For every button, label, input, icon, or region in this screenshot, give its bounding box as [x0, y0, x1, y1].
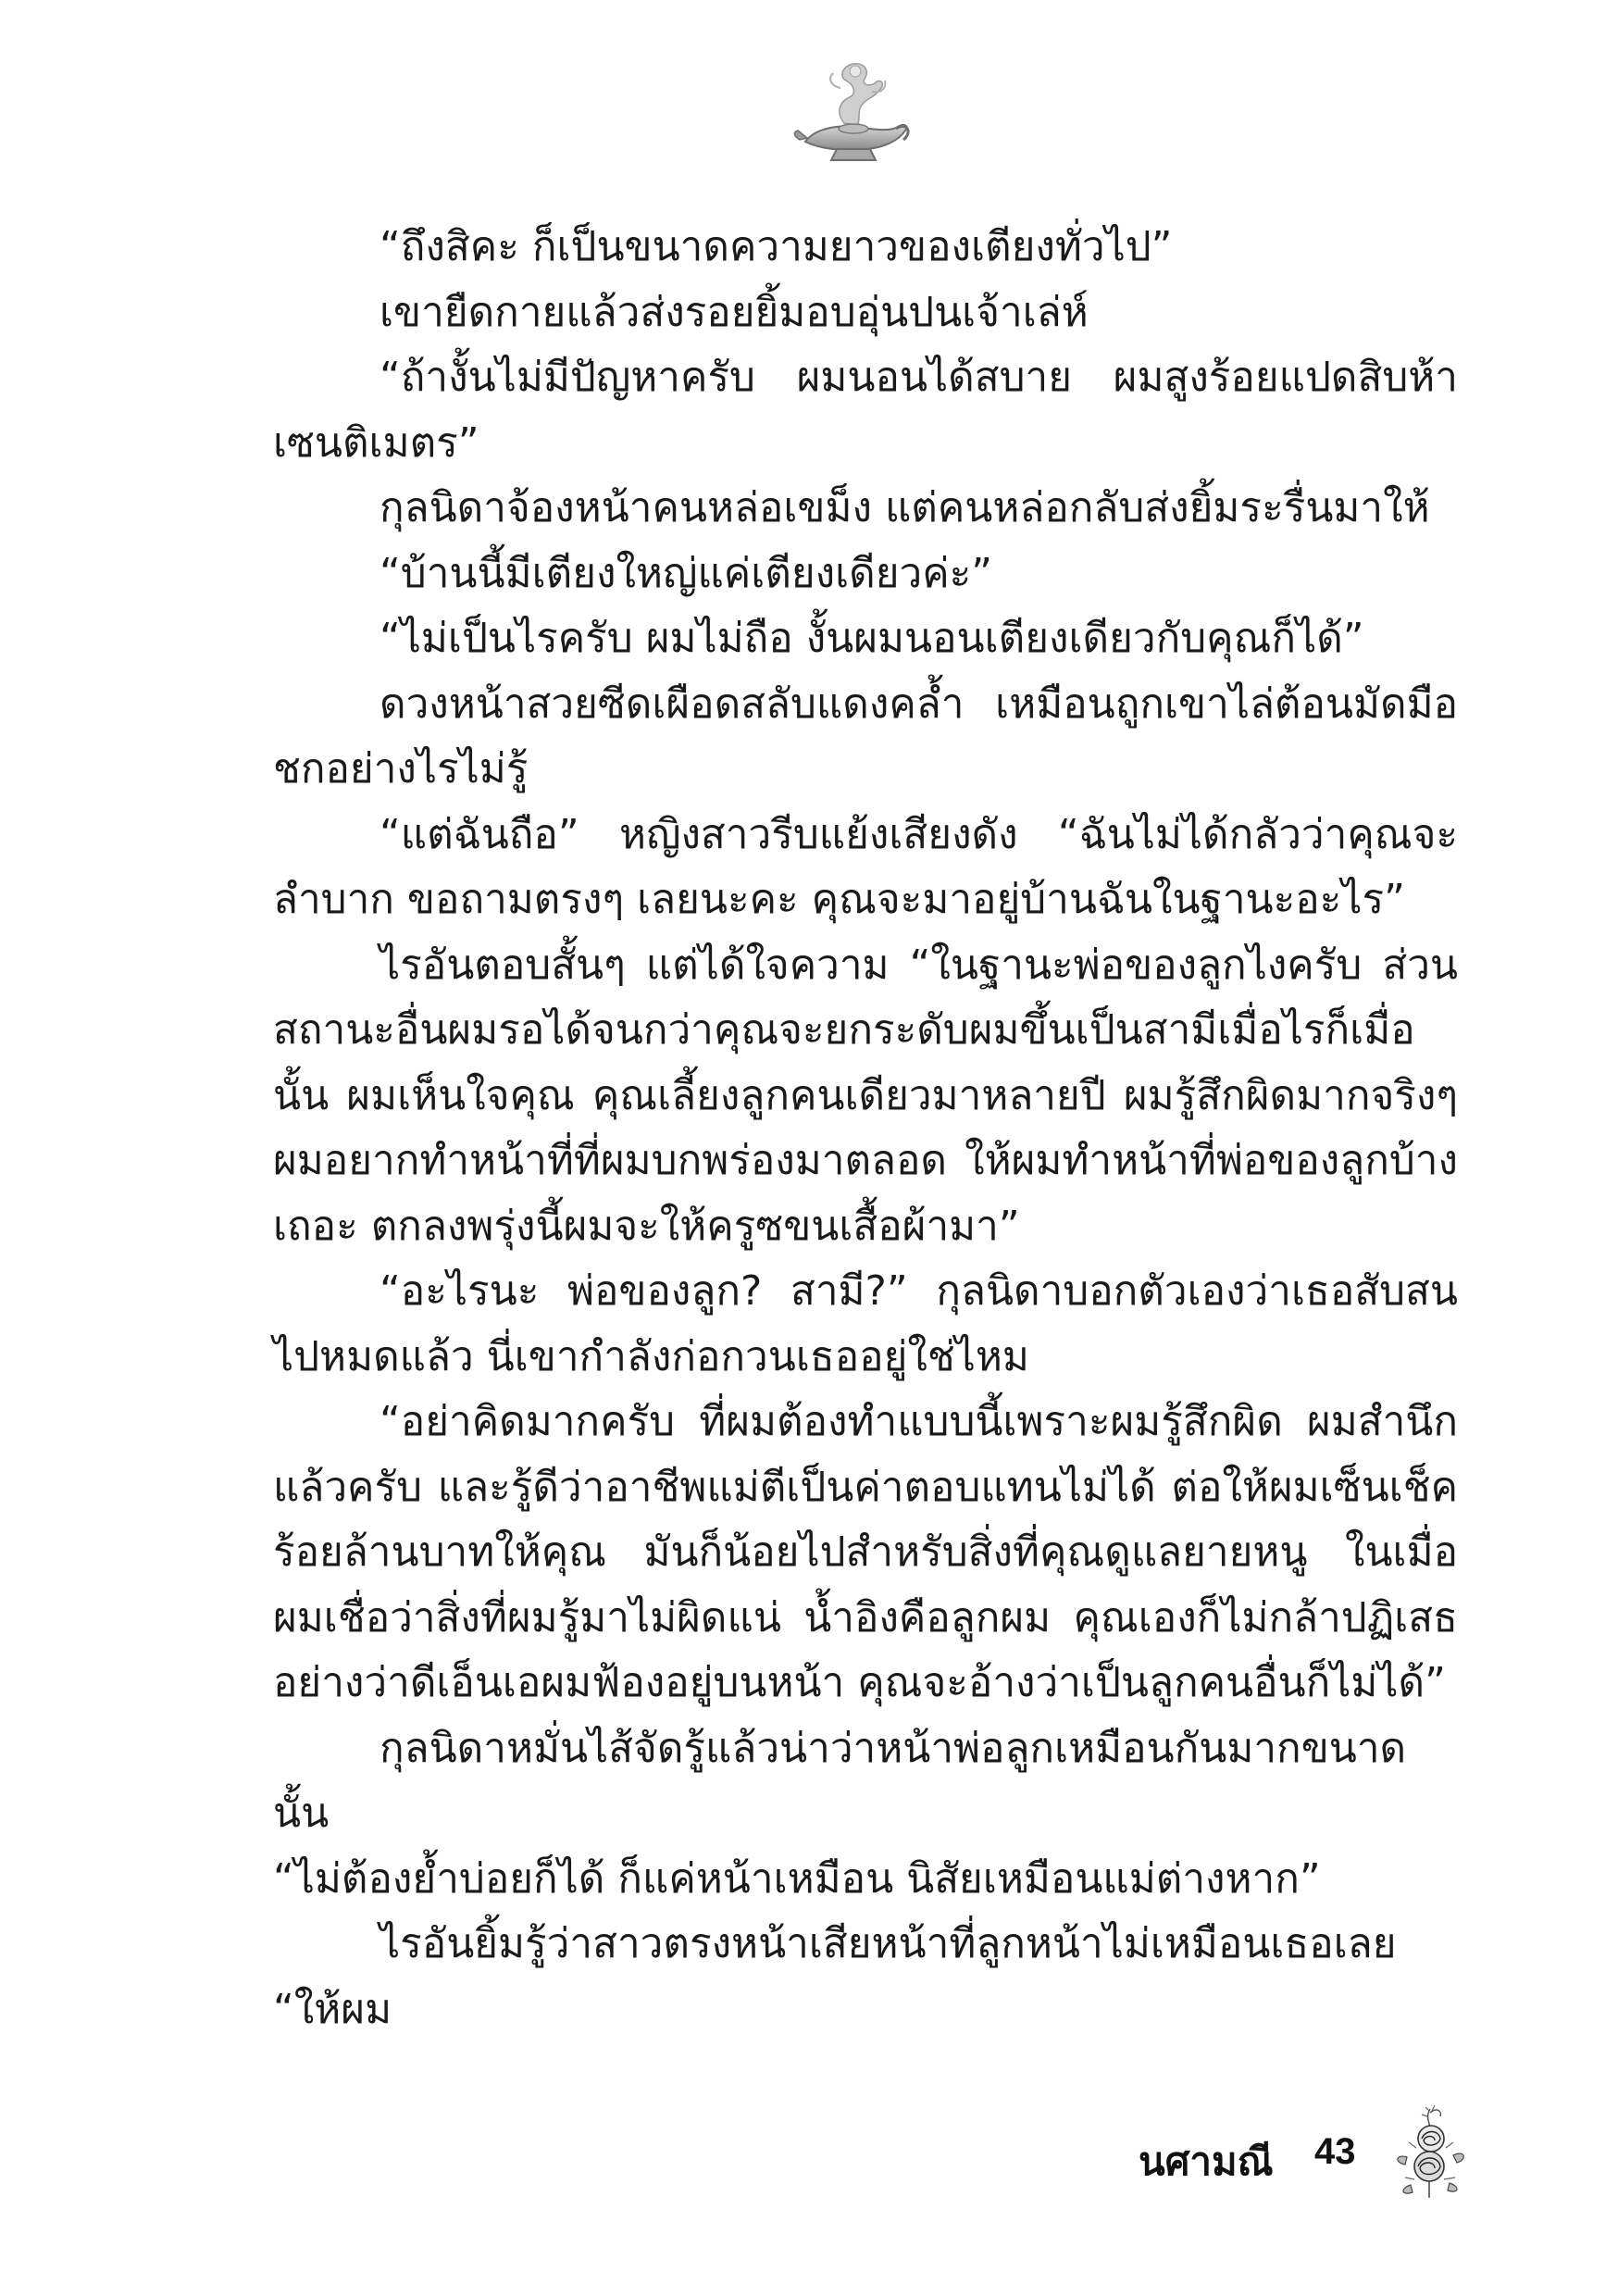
- paragraph: “อะไรนะ พ่อของลูก? สามี?” กุลนิดาบอกตัวเองว่าเธอสับสนไปหมดแล้ว นี่เขากำลังก่อกวนเธออยู่ใช่ไหม: [273, 1267, 1458, 1380]
- paragraph: ดวงหน้าสวยซีดเผือดสลับแดงคล้ำ เหมือนถูกเขาไล่ต้อนมัดมือชกอย่างไรไม่รู้: [273, 680, 1458, 792]
- paragraph: “ไม่ต้องย้ำบ่อยก็ได้ ก็แค่หน้าเหมือน นิสัยเหมือนแม่ต่างหาก”: [273, 1854, 1321, 1903]
- page-footer: [1139, 2102, 1472, 2203]
- paragraph: “ถ้างั้นไม่มีปัญหาครับ ผมนอนได้สบาย ผมสูงร้อยแปดสิบห้าเซนติเมตร”: [273, 354, 1458, 467]
- paragraph: ไรอันตอบสั้นๆ แต่ได้ใจความ “ในฐานะพ่อของลูกไงครับ ส่วนสถานะอื่นผมรอได้จนกว่าคุณจะยกระดับผมขึ้นเป็นสามีเมื่อไรก็เมื่อนั้น ผมเห็นใจคุณ คุณเลี้ยงลูกคนเดียวมาหลายปี ผมรู้สึกผิดมากจริงๆ ผมอยากทำหน้าที่ที่ผมบกพร่องมาตลอด ให้ผมทำหน้าที่พ่อของลูกบ้างเถอะ ตกลงพรุ่งนี้ผมจะให้ครูซขนเสื้อผ้ามา”: [273, 941, 1458, 1250]
- genie-lamp-icon: [787, 51, 916, 171]
- paragraph: “ถึงสิคะ ก็เป็นขนาดความยาวของเตียงทั่วไป”: [380, 223, 1173, 270]
- paragraph: “แต่ฉันถือ” หญิงสาวรีบแย้งเสียงดัง “ฉันไม่ได้กลัวว่าคุณจะลำบาก ขอถามตรงๆ เลยนะคะ คุณจะมาอยู่บ้านฉันในฐานะอะไร”: [273, 810, 1458, 923]
- paragraph: “บ้านนี้มีเตียงใหญ่แค่เตียงเดียวค่ะ”: [380, 549, 993, 597]
- page-number: 43: [1314, 2131, 1356, 2172]
- rose-icon: [1388, 2102, 1472, 2199]
- paragraph: กุลนิดาหมั่นไส้จัดรู้แล้วน่าว่าหน้าพ่อลูกเหมือนกันมากขนาดนั้น: [273, 1724, 1407, 1837]
- paragraph: กุลนิดาจ้องหน้าคนหล่อเขม็ง แต่คนหล่อกลับส่งยิ้มระรื่นมาให้: [380, 484, 1430, 531]
- paragraph: “อย่าคิดมากครับ ที่ผมต้องทำแบบนี้เพราะผมรู้สึกผิด ผมสำนึกแล้วครับ และรู้ดีว่าอาชีพแม่ตีเป็นค่าตอบแทนไม่ได้ ต่อให้ผมเซ็นเช็คร้อยล้านบาทให้คุณ มันก็น้อยไปสำหรับสิ่งที่คุณดูแลยายหนู ในเมื่อผมเชื่อว่าสิ่งที่ผมรู้มาไม่ผิดแน่ น้ำอิงคือลูกผม คุณเองก็ไม่กล้าปฏิเสธ อย่างว่าดีเอ็นเอผมฟ้องอยู่บนหน้า คุณจะอ้างว่าเป็นลูกคนอื่นก็ไม่ได้”: [273, 1398, 1458, 1706]
- paragraph: “ไม่เป็นไรครับ ผมไม่ถือ งั้นผมนอนเตียงเดียวกับคุณก็ได้”: [380, 615, 1364, 662]
- paragraph: เขายืดกายแล้วส่งรอยยิ้มอบอุ่นปนเจ้าเล่ห์: [380, 288, 1089, 336]
- story-body: [273, 215, 1458, 2066]
- paragraph: ไรอันยิ้มรู้ว่าสาวตรงหน้าเสียหน้าที่ลูกหน้าไม่เหมือนเธอเลย “ให้ผม: [273, 1920, 1397, 2033]
- author-name: นศามณี: [1139, 2139, 1274, 2184]
